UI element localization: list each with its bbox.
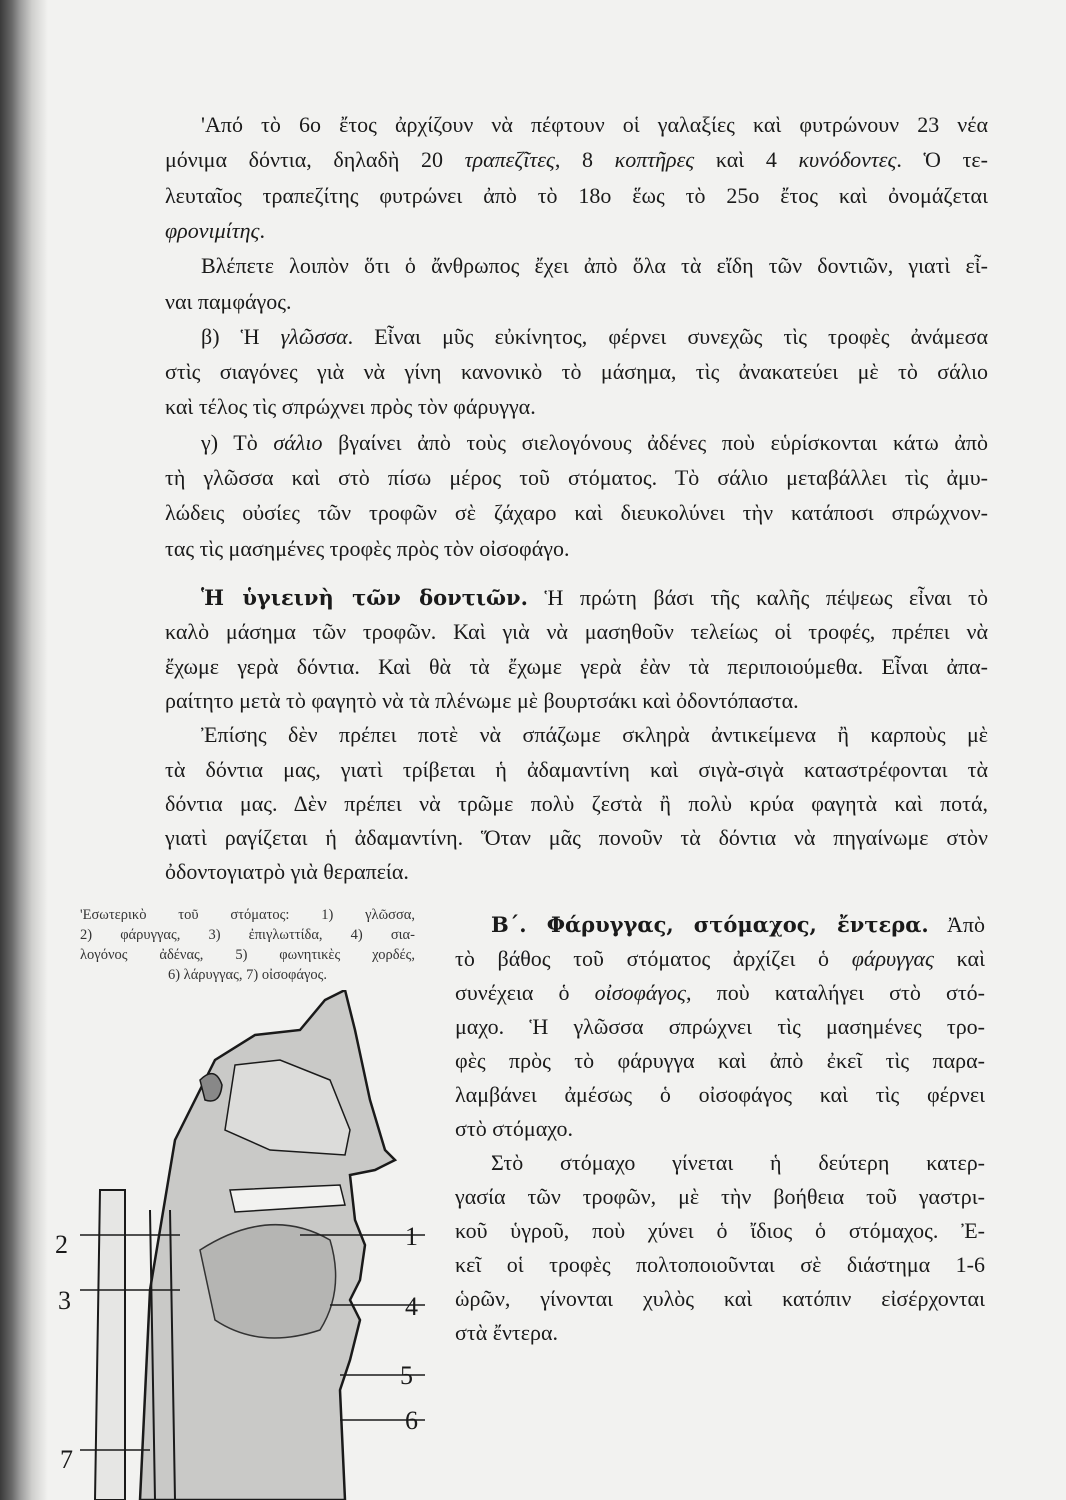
- text-run: τας τὶς μασημένες τροφὲς πρὸς τὸν οἰσοφάγο.: [165, 535, 570, 561]
- text-line: [165, 323, 988, 351]
- text-run: γιατὶ ραγίζεται ἡ ἀδαμαντίνη. Ὅταν μᾶς πονοῦν τὰ δόντια νὰ πηγαίνωμε στὸν: [165, 825, 988, 851]
- emphasized-term: τραπεζῖτες: [464, 147, 555, 173]
- diagram-label-2: 2: [55, 1230, 68, 1259]
- diagram-label-5: 5: [400, 1361, 413, 1390]
- text-line: [165, 393, 988, 421]
- text-run: λογόνος ἀδένας, 5) φωνητικὲς χορδές,: [80, 947, 415, 963]
- text-line: [455, 1081, 985, 1109]
- text-run: συνέχεια ὁ: [455, 980, 595, 1005]
- text-line: [165, 358, 988, 386]
- text-run: κεῖ οἱ τροφὲς πολτοποιοῦνται σὲ διάστημα 1-6: [455, 1252, 985, 1277]
- text-run: ναι παμφάγος.: [165, 288, 292, 314]
- emphasized-term: γλῶσσα: [280, 323, 348, 349]
- text-line: [165, 824, 988, 852]
- text-run: καὶ τέλος τὶς σπρώχνει πρὸς τὸν φάρυγγα.: [165, 394, 536, 420]
- text-run: βγαίνει ἀπὸ τοὺς σιελογόνους ἀδένες ποὺ εὑρίσκονται κάτω ἀπὸ: [322, 429, 988, 455]
- text-run: γασία τῶν τροφῶν, μὲ τὴν βοήθεια τοῦ γαστρι-: [455, 1184, 985, 1209]
- tongue-shape: [200, 1225, 336, 1338]
- text-line: [455, 1251, 985, 1279]
- text-run: τὸ βάθος τοῦ στόματος ἀρχίζει ὁ: [455, 946, 852, 971]
- text-run: στὶς σιαγόνες γιὰ νὰ γίνη κανονικὸ τὸ μάσημα, τὶς ἀνακατεύει μὲ τὸ σάλιο: [165, 359, 988, 385]
- text-line: [165, 721, 988, 749]
- text-run: καὶ 4: [694, 147, 799, 173]
- diagram-label-6: 6: [405, 1406, 418, 1435]
- text-run: στὸ στόμαχο.: [455, 1116, 574, 1141]
- text-run: 2) φάρυγγας, 3) ἐπιγλωττίδα, 4) σια-: [80, 927, 415, 943]
- text-line: [165, 535, 988, 563]
- emphasized-term: φάρυγγας: [851, 946, 934, 971]
- text-run: β) Ἡ: [201, 323, 281, 349]
- text-line: [455, 1183, 985, 1211]
- vertebrae-shape: [95, 1190, 125, 1500]
- text-run: Ἐπίσης δὲν πρέπει ποτὲ νὰ σπάζωμε σκληρὰ ἀντικείμενα ἢ καρποὺς μὲ: [201, 722, 988, 748]
- text-line: [165, 687, 988, 715]
- text-run: 'Εσωτερικὸ τοῦ στόματος: 1) γλῶσσα,: [80, 907, 415, 923]
- text-run: Ἡ πρώτη βάσι τῆς καλῆς πέψεως εἶναι τὸ: [527, 585, 988, 610]
- text-line: [80, 946, 415, 964]
- emphasized-term: φρονιμίτης: [165, 217, 260, 243]
- text-run: 'Από τὸ 6ο ἔτος ἀρχίζουν νὰ πέφτουν οἱ γαλαξίες καὶ φυτρώνουν 23 νέα: [201, 112, 988, 137]
- text-run: μόνιμα δόντια, δηλαδὴ 20: [165, 147, 465, 173]
- text-line: [165, 146, 988, 174]
- text-line: [165, 618, 988, 646]
- text-run: ἔχωμε γερὰ δόντια. Καὶ θὰ τὰ ἔχωμε γερὰ ἐὰν τὰ περιποιούμεθα. Εἶναι ἀπα-: [165, 653, 988, 679]
- text-run: μαχο. Ἡ γλῶσσα σπρώχνει τὶς μασημένες τρο-: [455, 1014, 985, 1039]
- text-line: [165, 217, 988, 245]
- text-run: 6) λάρυγγας, 7) οἰσοφάγος.: [167, 967, 328, 983]
- text-run: . Εἶναι μῦς εὐκίνητος, φέρνει συνεχῶς τὶς τροφὲς ἀνάμεσα: [347, 323, 988, 349]
- text-run: καὶ: [933, 946, 986, 971]
- text-run: .: [259, 217, 265, 243]
- text-run: στὰ ἔντερα.: [455, 1320, 558, 1345]
- text-run: δόντια μας. Δὲν πρέπει νὰ τρῶμε πολὺ ζεστὰ ἢ πολὺ κρύα φαγητὰ καὶ ποτά,: [165, 790, 988, 816]
- diagram-label-4: 4: [405, 1292, 418, 1321]
- text-run: λώδεις οὐσίες τῶν τροφῶν σὲ ζάχαρο καὶ διευκολύνει τὴν κατάποσι σπρώχνον-: [165, 500, 988, 526]
- text-line: [165, 653, 988, 681]
- text-line: [165, 858, 988, 886]
- text-run: Βλέπετε λοιπὸν ὅτι ὁ ἄνθρωπος ἔχει ἀπὸ ὅλα τὰ εἴδη τῶν δοντιῶν, γιατὶ εἶ-: [201, 253, 988, 279]
- text-line: [165, 111, 988, 139]
- text-line: [165, 464, 988, 492]
- text-line: [165, 756, 988, 784]
- text-line: [165, 499, 988, 527]
- text-run: λαμβάνει ἀμέσως ὁ οἰσοφάγος καὶ τὶς φέρνει: [455, 1082, 985, 1107]
- text-line: [165, 790, 988, 818]
- text-run: ὀδοντογιατρὸ γιὰ θεραπεία.: [165, 859, 409, 885]
- text-line: [165, 288, 988, 316]
- diagram-label-7: 7: [60, 1445, 73, 1474]
- emphasized-term: οἰσοφάγος: [594, 980, 686, 1005]
- emphasized-term: κυνόδοντες: [798, 147, 897, 173]
- text-line: [455, 1319, 985, 1347]
- text-run: ὡρῶν, γίνονται χυλὸς καὶ κατόπιν εἰσέρχονται: [455, 1286, 985, 1311]
- text-run: , 8: [554, 147, 615, 173]
- text-line: [455, 1149, 985, 1177]
- text-line: [165, 429, 988, 457]
- text-run: καλὸ μάσημα τῶν τροφῶν. Καὶ γιὰ νὰ μασηθοῦν τελείως οἱ τροφές, πρέπει νὰ: [165, 619, 988, 645]
- text-run: γ) Τὸ: [201, 429, 274, 455]
- text-run: κοῦ ὑγροῦ, ποὺ χύνει ὁ ἴδιος ὁ στόμαχος. Ἐ-: [455, 1218, 985, 1243]
- text-line: [455, 1115, 985, 1143]
- text-line: [80, 966, 415, 984]
- text-run: Ἀπὸ: [928, 912, 985, 937]
- text-line: [80, 926, 415, 944]
- emphasized-term: κοπτῆρες: [614, 147, 695, 173]
- section-heading: Β΄. Φάρυγγας, στόμαχος, ἔντερα.: [491, 912, 929, 937]
- text-line: [455, 979, 985, 1007]
- text-line: [455, 1217, 985, 1245]
- text-run: ραίτητο μετὰ τὸ φαγητὸ νὰ τὰ πλένωμε μὲ βουρτσάκι καὶ ὀδοντόπαστα.: [165, 687, 799, 713]
- section-heading: Ἡ ὑγιεινὴ τῶν δοντιῶν.: [201, 585, 528, 610]
- text-line: [165, 252, 988, 280]
- text-line: [455, 911, 985, 939]
- mouth-cross-section-illustration: [0, 990, 460, 1500]
- text-line: [455, 1285, 985, 1313]
- text-run: λευταῖος τραπεζίτης φυτρώνει ἀπὸ τὸ 18ο ἕως τὸ 25ο ἔτος καὶ ὀνομάζεται: [165, 182, 988, 208]
- text-line: [165, 182, 988, 210]
- text-run: τὰ δόντια μας, γιατὶ τρίβεται ἡ ἀδαμαντίνη καὶ σιγὰ-σιγὰ καταστρέφονται τὰ: [165, 756, 988, 782]
- text-line: [80, 906, 415, 924]
- text-line: [455, 945, 985, 973]
- diagram-label-3: 3: [58, 1286, 71, 1315]
- emphasized-term: σάλιο: [273, 429, 323, 455]
- text-line: [455, 1047, 985, 1075]
- text-run: Στὸ στόμαχο γίνεται ἡ δεύτερη κατερ-: [491, 1150, 985, 1175]
- text-line: [165, 584, 988, 612]
- text-line: [455, 1013, 985, 1041]
- diagram-label-1: 1: [405, 1222, 418, 1251]
- text-run: φὲς πρὸς τὸ φάρυγγα καὶ ἀπὸ ἐκεῖ τὶς παρα-: [455, 1048, 985, 1073]
- text-run: , ποὺ καταλήγει στὸ στό-: [685, 980, 985, 1005]
- text-run: . Ὁ τε-: [896, 147, 988, 173]
- text-run: τὴ γλῶσσα καὶ στὸ πίσω μέρος τοῦ στόματος. Τὸ σάλιο μεταβάλλει τὶς ἀμυ-: [165, 465, 988, 490]
